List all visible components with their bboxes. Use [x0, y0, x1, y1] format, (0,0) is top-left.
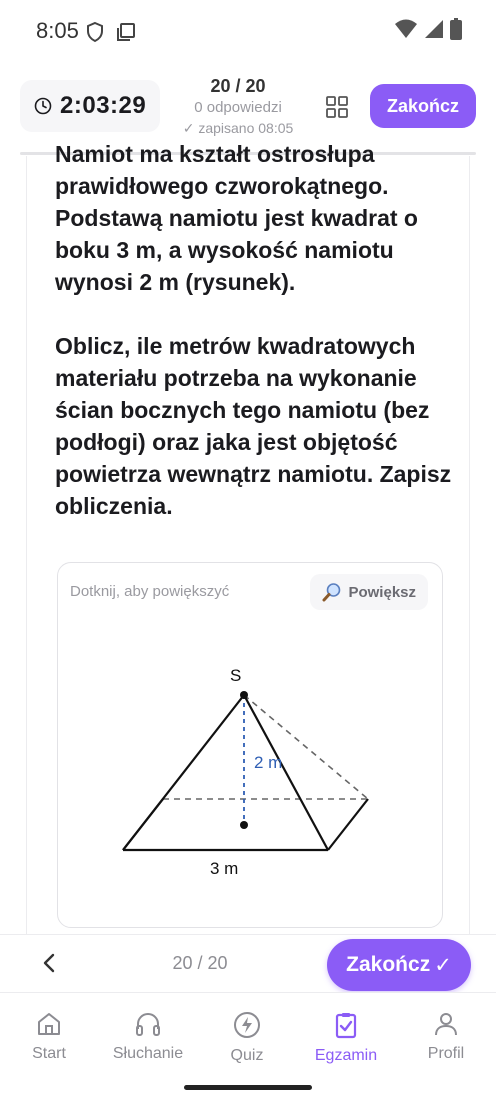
question-text	[55, 141, 455, 554]
headphones-icon	[134, 1011, 162, 1037]
tab-start[interactable]	[4, 1011, 94, 1063]
hidden-edge-apex-back-right	[244, 695, 368, 799]
previous-question-chevron-icon[interactable]	[38, 951, 62, 975]
pyramid-figure	[58, 563, 444, 929]
wifi-icon	[394, 19, 418, 39]
battery-icon	[450, 18, 462, 40]
lightning-icon	[233, 1011, 261, 1039]
question-paragraph-2: Oblicz, ile metrów kwadratowych materiału potrzeba na wykonanie ścian bocznych tego namiotu (bez podłogi) oraz jaka jest objętość powietrza wewnątrz namiotu. Zapisz obliczenia.	[55, 333, 452, 519]
height-label: 2 m	[254, 753, 283, 772]
lateral-edge-left	[123, 695, 244, 850]
question-paragraph-1	[55, 138, 455, 298]
signal-icon	[424, 19, 444, 39]
question-line-body: prawidłowego czworokątnego. Podstawą namiotu jest kwadrat o boku 3 m, a wysokość namiotu wynosi 2 m (rysunek).	[55, 173, 418, 295]
base-right-edge	[328, 799, 368, 850]
person-icon	[433, 1011, 459, 1037]
home-icon	[36, 1011, 62, 1037]
tab-profile[interactable]	[401, 1011, 491, 1063]
timer-value: 2:03:29	[60, 92, 147, 119]
lateral-edge-right	[244, 695, 328, 850]
tab-exam[interactable]	[301, 1011, 391, 1065]
tab-listening-label: Słuchanie	[112, 1045, 184, 1062]
grid-icon	[325, 95, 349, 119]
base-label: 3 m	[210, 859, 239, 878]
progress-info	[170, 74, 306, 138]
clock-icon	[34, 97, 52, 115]
apex-label: S	[230, 666, 242, 685]
timer	[20, 80, 160, 132]
tab-bar	[0, 992, 496, 1076]
exam-check-icon	[333, 1011, 359, 1039]
check-icon: ✓	[434, 953, 452, 977]
tab-exam-label: Egzamin	[314, 1047, 378, 1064]
screen-copy-icon	[116, 22, 136, 42]
figure-card[interactable]	[57, 562, 443, 928]
finish-exam-bottom-button[interactable]	[327, 939, 471, 991]
finish-bottom-label: Zakończ	[346, 953, 431, 976]
tab-quiz[interactable]	[202, 1011, 292, 1065]
zoom-hint: Dotknij, aby powiększyć	[70, 583, 230, 600]
question-navigation	[0, 934, 496, 992]
status-icons	[394, 18, 462, 40]
shield-icon	[86, 22, 104, 42]
zoom-label: Powiększ	[348, 583, 416, 601]
tab-start-label: Start	[32, 1045, 66, 1062]
finish-exam-button[interactable]: Zakończ	[370, 84, 476, 128]
question-progress: 20 / 20	[210, 76, 266, 96]
base-center-point	[240, 821, 248, 829]
status-bar	[0, 0, 496, 64]
status-time: 8:05	[36, 18, 79, 43]
tab-profile-label: Profil	[427, 1045, 465, 1062]
question-grid-button[interactable]	[322, 92, 352, 122]
page-indicator: 20 / 20	[172, 953, 228, 973]
question-card[interactable]	[26, 141, 470, 934]
question-partial-line: Namiot ma kształt ostrosłupa	[55, 141, 375, 167]
save-status: ✓ zapisano 08:05	[182, 120, 294, 136]
tab-quiz-label: Quiz	[230, 1047, 264, 1064]
home-indicator	[184, 1085, 312, 1090]
answers-count: 0 odpowiedzi	[194, 99, 282, 116]
apex-point	[240, 691, 248, 699]
tab-listening[interactable]	[103, 1011, 193, 1063]
